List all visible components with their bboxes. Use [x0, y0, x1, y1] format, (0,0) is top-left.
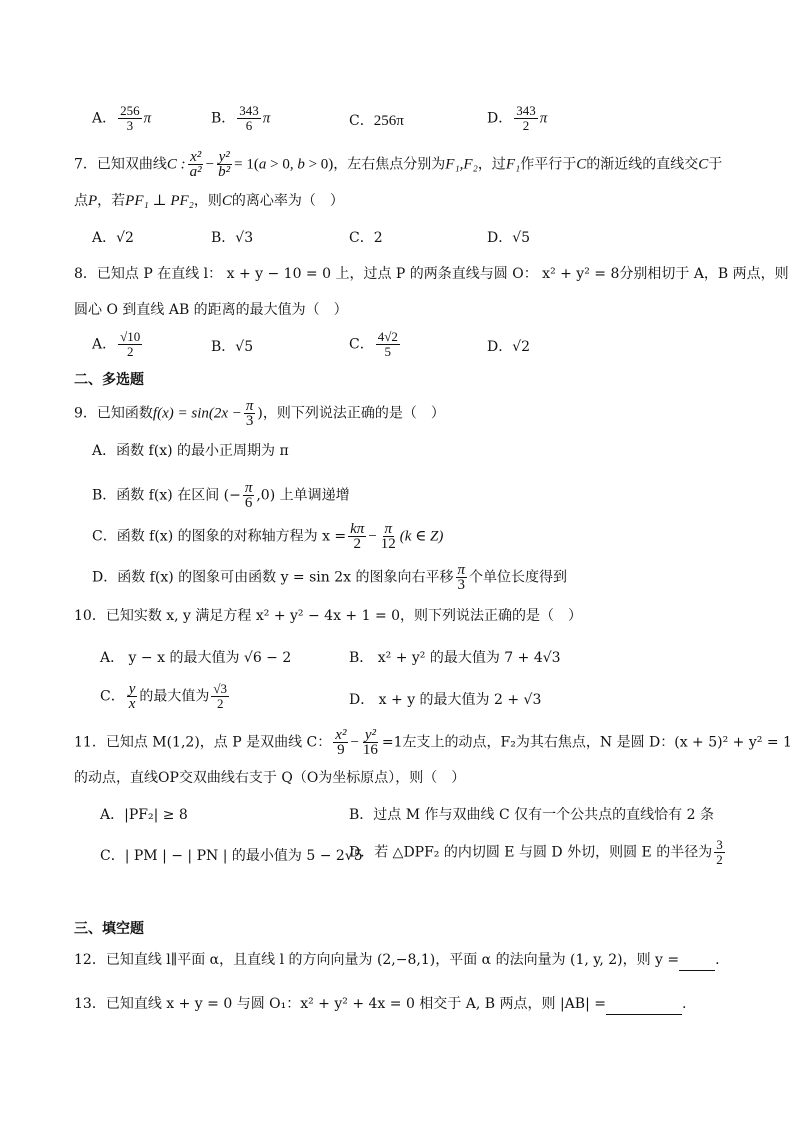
q6-option-a — [92, 104, 151, 133]
q11-option-d — [349, 838, 727, 867]
text: ,0) 上单调递增 — [256, 487, 350, 504]
q11-option-c: C．| PM | − | PN | 的最小值为 5 − 2√5 — [100, 848, 363, 864]
q7-line-2: 点P，若PF₁ ⊥ PF₂，则C的离心率为（ ） — [74, 193, 344, 209]
q12 — [74, 949, 720, 971]
pi-symbol: π — [262, 110, 271, 127]
pi-symbol: π — [539, 110, 548, 127]
q8-option-c — [349, 330, 402, 359]
text: 12．已知直线 l∥平面 α，且直线 l 的方向向量为 (2,−8,1)，平面 α 的法向量为 (1, y, 2)，则 y = — [74, 952, 680, 968]
fraction: $\frac{\text{y²}}{\text{b²}}$ — [218, 149, 231, 180]
fraction — [456, 563, 468, 592]
numerator: x² — [335, 727, 347, 743]
q9-stem — [74, 399, 445, 428]
option-label: D． — [487, 110, 513, 127]
numerator: 256 — [120, 103, 140, 118]
numerator: kπ — [350, 521, 365, 537]
denominator: 6 — [244, 495, 253, 511]
option-label: A． — [92, 336, 117, 353]
text: B．函数 f(x) 在区间 (− — [92, 487, 241, 504]
text: 于 — [708, 156, 723, 173]
text: 个单位长度得到 — [469, 569, 568, 586]
text: 的渐近线的直线交 — [586, 156, 699, 173]
q10-option-b: B． x² + y² 的最大值为 7 + 4√3 — [349, 650, 561, 666]
fraction — [127, 682, 138, 711]
denominator: 6 — [245, 118, 253, 133]
text: C．函数 f(x) 的图象的对称轴方程为 x = — [92, 528, 347, 545]
option-label: A． — [92, 110, 117, 127]
fraction — [118, 104, 142, 133]
numerator: 4√2 — [377, 329, 398, 344]
math-foci: F₁,F₂ — [445, 156, 478, 173]
text: 9．已知函数 — [74, 405, 153, 422]
option-label: C． — [349, 113, 374, 129]
q10-option-d: D． x + y 的最大值为 2 + √3 — [349, 692, 542, 708]
denominator: 5 — [384, 344, 392, 359]
denominator: 2 — [522, 118, 530, 133]
numerator: π — [457, 562, 466, 578]
denominator: 2 — [716, 852, 723, 867]
q8-option-d: D．√2 — [487, 339, 531, 355]
option-label: B． — [211, 110, 236, 127]
text: )，则下列说法正确的是（ ） — [257, 405, 445, 422]
q9-option-a: A．函数 f(x) 的最小正周期为 π — [92, 443, 289, 459]
q6-option-b — [211, 104, 270, 133]
denominator: 2 — [126, 344, 134, 359]
section-heading-multiple-choice: 二、多选题 — [74, 372, 144, 388]
answer-blank[interactable] — [606, 1000, 682, 1015]
numerator: y — [128, 681, 136, 697]
q10-stem: 10．已知实数 x, y 满足方程 x² + y² − 4x + 1 = 0，则下列说法正确的是（ ） — [74, 608, 583, 624]
text: D．若 △DPF₂ 的内切圆 E 与圆 D 外切，则圆 E 的半径为 — [349, 844, 713, 861]
fraction: $\frac{\text{x²}}{\text{a²}}$ — [189, 149, 202, 180]
text: ，则 — [193, 193, 222, 209]
minus-sign: − — [350, 734, 359, 751]
fraction — [714, 838, 725, 867]
denominator: 3 — [126, 118, 134, 133]
math: (k ∈ Z) — [399, 528, 444, 545]
q8-option-a — [92, 330, 144, 359]
fraction — [243, 481, 255, 510]
numerator: y² — [364, 727, 376, 743]
pi-symbol: π — [143, 110, 152, 127]
section-heading-fill-in: 三、填空题 — [74, 921, 144, 937]
fraction — [514, 104, 538, 133]
q9-option-c — [92, 522, 443, 551]
q8-line-2: 圆心 O 到直线 AB 的距离的最大值为（ ） — [74, 302, 348, 318]
text: 作平行于 — [520, 156, 577, 173]
q13 — [74, 993, 686, 1015]
numerator: 343 — [239, 103, 259, 118]
fraction — [376, 330, 400, 359]
denominator: x — [128, 696, 136, 712]
denominator: 3 — [245, 413, 254, 429]
q11-option-a: A．|PF₂| ≥ 8 — [100, 807, 188, 823]
q10-option-a: A． y − x 的最大值为 √6 − 2 — [100, 650, 292, 666]
fraction — [379, 522, 398, 551]
fraction — [333, 728, 348, 757]
text: 11．已知点 M(1,2)，点 P 是双曲线 C： — [74, 734, 332, 751]
text: =1左支上的动点，F₂为其右焦点，N 是圆 D：(x + 5)² + y² = 1 — [381, 734, 792, 751]
numerator: 343 — [516, 103, 536, 118]
numerator: √10 — [120, 329, 141, 344]
q8-line-1: 8．已知点 P 在直线 l： x + y − 10 = 0 上，过点 P 的两条直线与圆 O： x² + y² = 8分别相切于 A，B 两点，则 — [74, 266, 789, 282]
denominator: 12 — [380, 536, 396, 552]
math: f(x) = sin(2x − — [152, 405, 242, 422]
answer-blank[interactable] — [679, 956, 715, 971]
option-value: 256π — [373, 113, 404, 129]
fraction — [118, 330, 142, 359]
numerator: 3 — [716, 837, 723, 852]
option-label: C． — [100, 688, 125, 705]
denominator: 2 — [353, 536, 361, 552]
text: 的离心率为（ ） — [231, 193, 344, 209]
text: 的最大值为 — [139, 688, 210, 705]
text: ，过 — [477, 156, 506, 173]
q6-option-c — [349, 110, 404, 132]
q9-option-b — [92, 481, 350, 510]
q7-option-b: B．√3 — [211, 230, 254, 246]
q10-option-c — [100, 682, 231, 711]
numerator: π — [244, 480, 253, 496]
q11-line-1 — [74, 728, 792, 757]
text: 点 — [74, 193, 88, 209]
numerator: π — [245, 398, 254, 414]
q11-option-b: B．过点 M 作与双曲线 C 仅有一个公共点的直线恰有 2 条 — [349, 807, 714, 823]
denominator: 3 — [457, 577, 465, 593]
fraction — [237, 104, 261, 133]
math-hyperbola: C : — [166, 156, 186, 173]
fraction — [348, 522, 366, 551]
q7-line-1: 7．已知双曲线C : $\frac{\text{x²}}{\text{a²}}$ − $\frac{\text{y²}}{\text{b²}}$ = 1(a > 0, b > 0)，左右焦点分别为F₁,F₂，过F₁作平行于C的渐近线的直线交C于 — [74, 149, 723, 180]
q7-option-d: D．√5 — [487, 230, 531, 246]
text: D．函数 f(x) 的图象可由函数 y = sin 2x 的图象向右平移 — [92, 569, 454, 586]
fraction — [244, 399, 256, 428]
text: ，左右焦点分别为 — [333, 156, 446, 173]
fraction — [361, 728, 380, 757]
fraction — [211, 682, 229, 711]
numerator: √3 — [213, 681, 228, 696]
q6-option-d — [487, 104, 547, 133]
numerator: π — [384, 521, 393, 537]
text: 13．已知直线 x + y = 0 与圆 O₁：x² + y² + 4x = 0 相交于 A, B 两点，则 |AB| = — [74, 996, 606, 1012]
text: 7．已知双曲线 — [74, 156, 167, 173]
minus-sign: − — [368, 528, 377, 545]
q9-option-d — [92, 563, 567, 592]
q7-option-c: C．2 — [349, 230, 383, 246]
q11-line-2: 的动点，直线OP交双曲线右支于 Q（O为坐标原点），则（ ） — [74, 770, 466, 786]
text: . — [681, 996, 687, 1012]
denominator: 16 — [362, 742, 378, 758]
q7-option-a: A．√2 — [92, 230, 134, 246]
text: ，若 — [97, 193, 126, 209]
denominator: 2 — [216, 696, 224, 711]
denominator: 9 — [337, 742, 345, 758]
q8-option-b: B．√5 — [211, 339, 254, 355]
option-label: C． — [349, 336, 374, 353]
math-perpendicular: PF₁ ⊥ PF₂ — [125, 193, 194, 209]
text: . — [715, 952, 720, 968]
